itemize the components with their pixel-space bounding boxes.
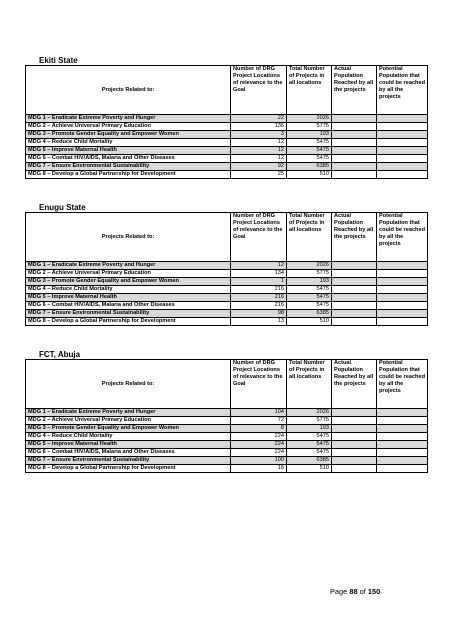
state-title: FCT, Abuja [39,350,81,359]
actual-population-cell [332,171,377,179]
state-title: Enugu State [39,203,86,212]
actual-population-cell [332,449,377,457]
mdg-goal-cell: MDG 2 – Achieve Universal Primary Education [26,123,231,131]
total-projects-cell: 193 [287,131,332,139]
total-projects-cell: 2026 [287,262,332,270]
mdg-goal-cell: MDG 3 – Promote Gender Equality and Empower Women [26,131,231,139]
table-row [26,155,428,163]
mdg-table [25,65,428,179]
drg-locations-cell: 12 [231,262,287,270]
potential-population-cell [377,155,428,163]
actual-population-cell [332,147,377,155]
page-total: 150 [367,587,381,596]
actual-population-header: Actual Population Reached by all the projects [332,360,377,409]
table-row [26,286,428,294]
potential-population-cell [377,457,428,465]
total-projects-cell: 5775 [287,270,332,278]
potential-population-cell [377,171,428,179]
table-row [26,262,428,270]
actual-population-cell [332,286,377,294]
table-row [26,310,428,318]
actual-population-cell [332,131,377,139]
potential-population-cell [377,262,428,270]
actual-population-cell [332,318,377,326]
drg-locations-cell: 104 [231,409,287,417]
drg-locations-cell: 92 [231,163,287,171]
actual-population-cell [332,294,377,302]
actual-population-cell [332,433,377,441]
table-row [26,318,428,326]
potential-population-cell [377,441,428,449]
actual-population-cell [332,270,377,278]
table-row [26,449,428,457]
table-row [26,294,428,302]
actual-population-cell [332,302,377,310]
drg-locations-cell: 224 [231,433,287,441]
potential-population-cell [377,139,428,147]
mdg-goal-cell: MDG 7 – Ensure Environmental Sustainability [26,310,231,318]
table-row [26,147,428,155]
potential-population-cell [377,294,428,302]
total-projects-cell: 5775 [287,417,332,425]
mdg-goal-cell: MDG 5 – Improve Maternal Health [26,147,231,155]
total-projects-cell: 2026 [287,115,332,123]
drg-locations-cell: 13 [231,318,287,326]
mdg-goal-cell: MDG 5 – Improve Maternal Health [26,441,231,449]
actual-population-cell [332,457,377,465]
table-row [26,457,428,465]
potential-population-header: Potential Population that could be reached by all the projects [377,360,428,409]
page-number: 88 [349,587,358,596]
mdg-goal-cell: MDG 6 – Combat HIV/AIDS, Malaria and Other Diseases [26,302,231,310]
potential-population-cell [377,449,428,457]
total-projects-header: Total Number of Projects in all locations [287,213,332,262]
total-projects-cell: 510 [287,318,332,326]
drg-locations-header: Number of DRG Project Locations of relevance to the Goal [231,66,287,115]
table-row [26,131,428,139]
actual-population-cell [332,310,377,318]
drg-locations-cell: 3 [231,131,287,139]
table-row [26,433,428,441]
actual-population-cell [332,465,377,473]
actual-population-cell [332,115,377,123]
drg-locations-cell: 12 [231,147,287,155]
total-projects-cell: 510 [287,171,332,179]
total-projects-cell: 510 [287,465,332,473]
potential-population-cell [377,417,428,425]
drg-locations-cell: 216 [231,286,287,294]
total-projects-cell: 6385 [287,163,332,171]
mdg-goal-cell: MDG 8 – Develop a Global Partnership for Development [26,465,231,473]
total-projects-cell: 5475 [287,147,332,155]
actual-population-cell [332,139,377,147]
total-projects-cell: 5775 [287,123,332,131]
table-header-row [26,66,428,115]
actual-population-cell [332,425,377,433]
drg-locations-cell: 216 [231,294,287,302]
total-projects-cell: 5475 [287,294,332,302]
drg-locations-header: Number of DRG Project Locations of relevance to the Goal [231,213,287,262]
potential-population-cell [377,409,428,417]
drg-locations-cell: 100 [231,457,287,465]
actual-population-cell [332,409,377,417]
total-projects-cell: 5475 [287,302,332,310]
potential-population-cell [377,115,428,123]
mdg-goal-cell: MDG 7 – Ensure Environmental Sustainability [26,163,231,171]
potential-population-header: Potential Population that could be reached by all the projects [377,213,428,262]
table-row [26,409,428,417]
mdg-goal-cell: MDG 6 – Combat HIV/AIDS, Malaria and Other Diseases [26,449,231,457]
table-header-row [26,360,428,409]
total-projects-cell: 193 [287,278,332,286]
total-projects-cell: 5475 [287,449,332,457]
mdg-table [25,212,428,326]
mdg-goal-cell: MDG 1 – Eradicate Extreme Poverty and Hunger [26,262,231,270]
page-of: of [359,587,366,596]
total-projects-cell: 5475 [287,139,332,147]
drg-locations-cell: 25 [231,171,287,179]
page-footer [330,587,380,596]
total-projects-cell: 5475 [287,441,332,449]
actual-population-cell [332,262,377,270]
total-projects-cell: 6385 [287,310,332,318]
potential-population-header: Potential Population that could be reached by all the projects [377,66,428,115]
total-projects-cell: 5475 [287,155,332,163]
table-row [26,278,428,286]
potential-population-cell [377,425,428,433]
mdg-goal-cell: MDG 8 – Develop a Global Partnership for Development [26,318,231,326]
mdg-goal-cell: MDG 1 – Eradicate Extreme Poverty and Hunger [26,409,231,417]
mdg-goal-cell: MDG 3 – Promote Gender Equality and Empower Women [26,425,231,433]
drg-locations-cell: 216 [231,302,287,310]
total-projects-cell: 5475 [287,286,332,294]
drg-locations-cell: 12 [231,139,287,147]
total-projects-cell: 6385 [287,457,332,465]
potential-population-cell [377,131,428,139]
table-row [26,302,428,310]
drg-locations-cell: 134 [231,270,287,278]
actual-population-cell [332,155,377,163]
mdg-goal-cell: MDG 3 – Promote Gender Equality and Empower Women [26,278,231,286]
potential-population-cell [377,286,428,294]
table-row [26,115,428,123]
total-projects-header: Total Number of Projects in all locations [287,66,332,115]
actual-population-header: Actual Population Reached by all the projects [332,66,377,115]
actual-population-cell [332,278,377,286]
actual-population-cell [332,441,377,449]
table-row [26,139,428,147]
total-projects-header: Total Number of Projects in all locations [287,360,332,409]
page-label: Page [330,587,348,596]
total-projects-cell: 5475 [287,433,332,441]
drg-locations-cell: 1 [231,278,287,286]
potential-population-cell [377,278,428,286]
potential-population-cell [377,147,428,155]
projects-related-header: Projects Related to: [26,213,231,262]
mdg-goal-cell: MDG 2 – Achieve Universal Primary Education [26,270,231,278]
mdg-goal-cell: MDG 1 – Eradicate Extreme Poverty and Hunger [26,115,231,123]
drg-locations-cell: 22 [231,115,287,123]
projects-related-header: Projects Related to: [26,360,231,409]
table-row [26,441,428,449]
potential-population-cell [377,163,428,171]
actual-population-cell [332,417,377,425]
table-row [26,171,428,179]
drg-locations-cell: 18 [231,465,287,473]
table-row [26,163,428,171]
drg-locations-cell: 224 [231,441,287,449]
table-row [26,270,428,278]
mdg-goal-cell: MDG 8 – Develop a Global Partnership for Development [26,171,231,179]
state-title: Ekiti State [39,56,78,65]
table-row [26,417,428,425]
drg-locations-cell: 12 [231,155,287,163]
mdg-goal-cell: MDG 4 – Reduce Child Mortality [26,139,231,147]
potential-population-cell [377,465,428,473]
actual-population-header: Actual Population Reached by all the projects [332,213,377,262]
drg-locations-cell: 8 [231,425,287,433]
table-row [26,465,428,473]
potential-population-cell [377,310,428,318]
projects-related-header: Projects Related to: [26,66,231,115]
actual-population-cell [332,123,377,131]
mdg-goal-cell: MDG 7 – Ensure Environmental Sustainability [26,457,231,465]
drg-locations-cell: 224 [231,449,287,457]
total-projects-cell: 193 [287,425,332,433]
actual-population-cell [332,163,377,171]
total-projects-cell: 2026 [287,409,332,417]
table-header-row [26,213,428,262]
drg-locations-cell: 98 [231,310,287,318]
table-row [26,425,428,433]
mdg-goal-cell: MDG 2 – Achieve Universal Primary Education [26,417,231,425]
mdg-goal-cell: MDG 4 – Reduce Child Mortality [26,433,231,441]
table-row [26,123,428,131]
potential-population-cell [377,318,428,326]
drg-locations-cell: 136 [231,123,287,131]
mdg-table [25,359,428,473]
mdg-goal-cell: MDG 5 – Improve Maternal Health [26,294,231,302]
drg-locations-header: Number of DRG Project Locations of relevance to the Goal [231,360,287,409]
potential-population-cell [377,123,428,131]
mdg-goal-cell: MDG 6 – Combat HIV/AIDS, Malaria and Other Diseases [26,155,231,163]
drg-locations-cell: 72 [231,417,287,425]
potential-population-cell [377,270,428,278]
potential-population-cell [377,302,428,310]
potential-population-cell [377,433,428,441]
mdg-goal-cell: MDG 4 – Reduce Child Mortality [26,286,231,294]
